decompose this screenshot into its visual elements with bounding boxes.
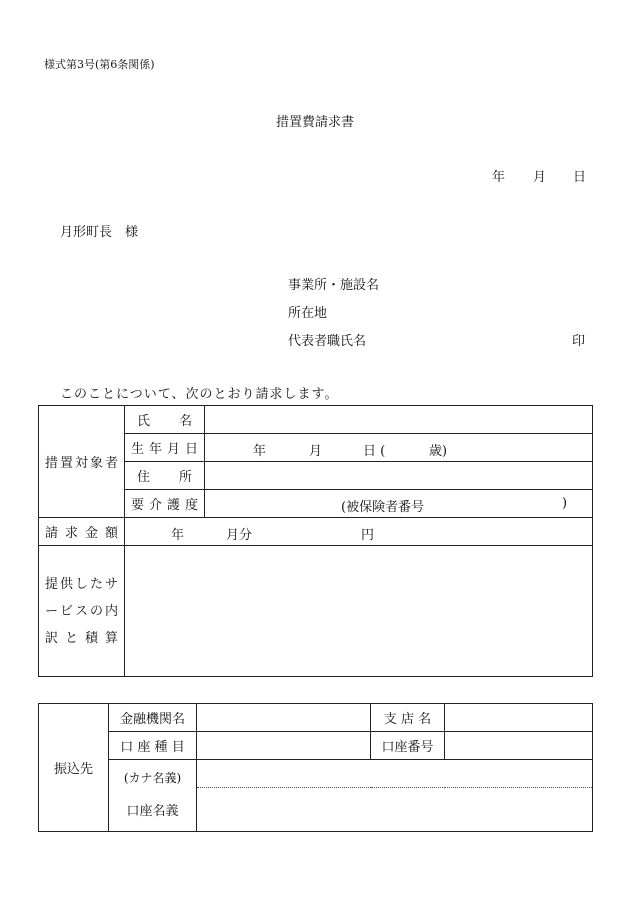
amount-year-unit: 年 xyxy=(171,528,185,543)
services-header-line: 提供したサ xyxy=(45,576,118,592)
address-label xyxy=(125,462,205,490)
birth-age-unit: 歳) xyxy=(429,444,448,459)
services-row xyxy=(39,546,593,677)
branch-name-field[interactable] xyxy=(445,704,593,732)
insured-number-label: (被保険者番号 xyxy=(341,500,425,515)
seal-mark: 印 xyxy=(572,334,586,349)
services-header xyxy=(39,546,125,677)
account-row xyxy=(39,732,593,760)
birth-month-unit: 月 xyxy=(309,444,323,459)
name-field[interactable] xyxy=(205,406,593,434)
kana-name-field[interactable] xyxy=(197,760,593,788)
amount-month-unit: 月分 xyxy=(226,528,253,543)
amount-yen-unit: 円 xyxy=(361,528,375,543)
representative-label: 代表者職氏名 xyxy=(288,334,367,349)
claim-table xyxy=(38,405,593,677)
name-row xyxy=(39,406,593,434)
date-month-label: 月 xyxy=(533,170,547,185)
insured-number-close: ) xyxy=(562,496,568,511)
bank-name-field[interactable] xyxy=(197,704,371,732)
kana-name-label: (カナ名義) xyxy=(109,760,197,788)
birth-day-unit: 日 ( xyxy=(363,444,386,459)
date-day-label: 日 xyxy=(573,170,587,185)
birth-year-unit: 年 xyxy=(253,444,267,459)
intro-text: このことについて、次のとおり請求します。 xyxy=(60,387,339,402)
birth-field[interactable] xyxy=(205,434,593,462)
account-holder-label: 口座名義 xyxy=(109,788,197,832)
amount-row xyxy=(39,518,593,546)
services-header-line: 訳 と 積 算 xyxy=(45,630,118,646)
holder-row xyxy=(39,788,593,832)
bank-name-label: 金融機関名 xyxy=(109,704,197,732)
address-label-text: 住 所 xyxy=(137,470,192,485)
kana-row xyxy=(39,760,593,788)
care-level-label: 要介護度 xyxy=(125,490,205,518)
services-detail-field[interactable] xyxy=(125,546,593,677)
bank-transfer-table xyxy=(38,703,593,832)
form-number: 様式第3号(第6条関係) xyxy=(44,58,155,71)
address-field[interactable] xyxy=(205,462,593,490)
amount-field[interactable] xyxy=(125,518,593,546)
facility-name-label: 事業所・施設名 xyxy=(288,278,380,293)
account-holder-field[interactable] xyxy=(197,788,593,832)
subject-header: 措置対象者 xyxy=(39,406,125,518)
amount-header: 請求金額 xyxy=(39,518,125,546)
care-level-field[interactable] xyxy=(205,490,593,518)
services-header-line: ービスの内 xyxy=(45,603,118,619)
account-number-field[interactable] xyxy=(445,732,593,760)
transfer-header: 振込先 xyxy=(39,704,109,832)
facility-address-label: 所在地 xyxy=(288,306,328,321)
bank-row xyxy=(39,704,593,732)
date-year-label: 年 xyxy=(492,170,506,185)
account-type-field[interactable] xyxy=(197,732,371,760)
branch-name-label: 支 店 名 xyxy=(371,704,445,732)
account-type-label: 口 座 種 目 xyxy=(109,732,197,760)
addressee: 月形町長 様 xyxy=(60,225,139,240)
name-label xyxy=(125,406,205,434)
page-title: 措置費請求書 xyxy=(275,115,354,130)
account-number-label: 口座番号 xyxy=(371,732,445,760)
name-label-text: 氏 名 xyxy=(137,414,192,429)
birth-label: 生年月日 xyxy=(125,434,205,462)
